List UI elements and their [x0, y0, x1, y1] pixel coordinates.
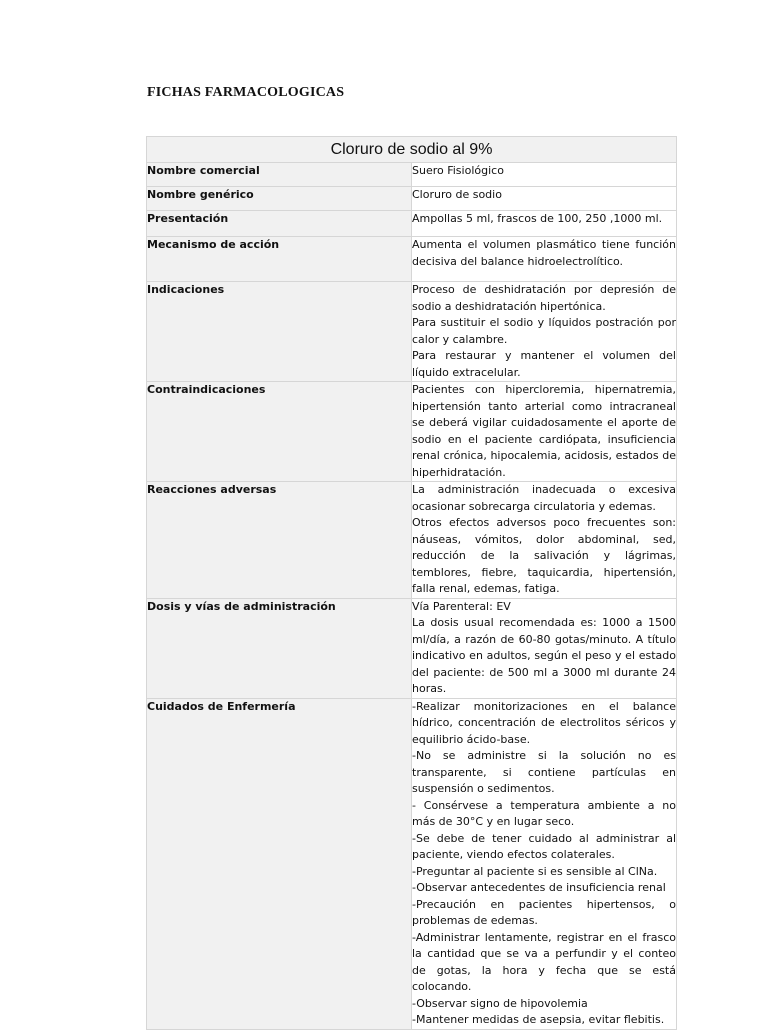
row-contraindicaciones — [147, 382, 677, 482]
value-indicaciones — [412, 282, 677, 382]
drug-title-text: Cloruro de sodio al 9% — [330, 141, 493, 159]
value-line: La administración inadecuada o excesiva ocasionar sobrecarga circulatoria y edemas. — [412, 483, 676, 513]
value-line: -Se debe de tener cuidado al administrar al paciente, viendo efectos colaterales. — [412, 831, 676, 861]
value-reacciones-adversas — [412, 482, 677, 599]
value-line: La dosis usual recomendada es: 1000 a 1500 ml/día, a razón de 60-80 gotas/minuto. A título indicativo en adultos, según el peso y el estado del paciente: de 500 ml a 3000 ml durante 24 horas. — [412, 616, 676, 695]
value-line: -Realizar monitorizaciones en el balance hídrico, concentración de electrolitos séricos y equilibrio ácido-base. — [412, 699, 676, 746]
value-dosis-vias — [412, 598, 677, 698]
value-line: Proceso de deshidratación por depresión de sodio a deshidratación hipertónica. — [412, 283, 676, 313]
value-line: Aumenta el volumen plasmático tiene función decisiva del balance hidroelectrolítico. — [412, 238, 676, 268]
value-line: Para sustituir el sodio y líquidos postración por calor y calambre. — [412, 316, 676, 346]
label-mecanismo-accion: Mecanismo de acción — [147, 237, 412, 282]
value-line: -Observar antecedentes de insuficiencia renal — [412, 881, 666, 894]
value-line: -Mantener medidas de asepsia, evitar flebitis. — [412, 1013, 665, 1026]
value-presentacion — [412, 211, 677, 237]
drug-info-table — [146, 136, 677, 1030]
row-reacciones-adversas — [147, 482, 677, 599]
row-mecanismo-accion — [147, 237, 677, 282]
value-line: Suero Fisiológico — [412, 164, 504, 177]
value-contraindicaciones — [412, 382, 677, 482]
value-cuidados-enfermeria — [412, 698, 677, 1029]
row-nombre-comercial — [147, 163, 677, 187]
label-cuidados-enfermeria: Cuidados de Enfermería — [147, 698, 412, 1029]
value-line: -No se administre si la solución no es transparente, si contiene partículas en suspensión o sedimentos. — [412, 749, 676, 795]
row-cuidados-enfermeria — [147, 698, 677, 1029]
label-dosis-vias: Dosis y vías de administración — [147, 598, 412, 698]
label-reacciones-adversas: Reacciones adversas — [147, 482, 412, 599]
document-heading: FICHAS FARMACOLOGICAS — [147, 85, 345, 100]
row-dosis-vias — [147, 598, 677, 698]
value-mecanismo-accion — [412, 237, 677, 282]
row-nombre-generico — [147, 187, 677, 211]
label-presentacion: Presentación — [147, 211, 412, 237]
value-line: Cloruro de sodio — [412, 188, 502, 201]
value-line: -Precaución en pacientes hipertensos, o problemas de edemas. — [412, 897, 676, 927]
value-line: -Observar signo de hipovolemia — [412, 996, 588, 1010]
label-indicaciones: Indicaciones — [147, 282, 412, 382]
value-nombre-comercial — [412, 163, 677, 187]
value-line: Otros efectos adversos poco frecuentes son: náuseas, vómitos, dolor abdominal, sed, reducción de la salivación y lágrimas, temblores, fiebre, taquicardia, hipertensión, falla renal, edemas, fatiga. — [412, 516, 676, 595]
value-line: Para restaurar y mantener el volumen del líquido extracelular. — [412, 349, 676, 379]
drug-title — [147, 137, 677, 163]
value-line: Ampollas 5 ml, frascos de 100, 250 ,1000 ml. — [412, 212, 663, 225]
value-line: Pacientes con hipercloremia, hipernatremia, hipertensión tanto arterial como intracraneal se deberá vigilar cuidadosamente el aporte de sodio en el paciente cardiópata, insuficiencia renal crónica, hipocalemia, acidosis, estados de hiperhidratación. — [412, 383, 676, 479]
value-line: -Administrar lentamente, registrar en el frasco la cantidad que se va a perfundir y el conteo de gotas, la hora y fecha que se está colocando. — [412, 930, 676, 993]
value-line: -Preguntar al paciente si es sensible al ClNa. — [412, 864, 658, 878]
value-line: Vía Parenteral: EV — [412, 599, 511, 613]
value-nombre-generico — [412, 187, 677, 211]
row-presentacion — [147, 211, 677, 237]
label-nombre-generico: Nombre genérico — [147, 187, 412, 211]
table-title-row — [147, 137, 677, 163]
label-nombre-comercial: Nombre comercial — [147, 163, 412, 187]
row-indicaciones — [147, 282, 677, 382]
label-contraindicaciones: Contraindicaciones — [147, 382, 412, 482]
value-line: - Consérvese a temperatura ambiente a no más de 30°C y en lugar seco. — [412, 798, 676, 828]
